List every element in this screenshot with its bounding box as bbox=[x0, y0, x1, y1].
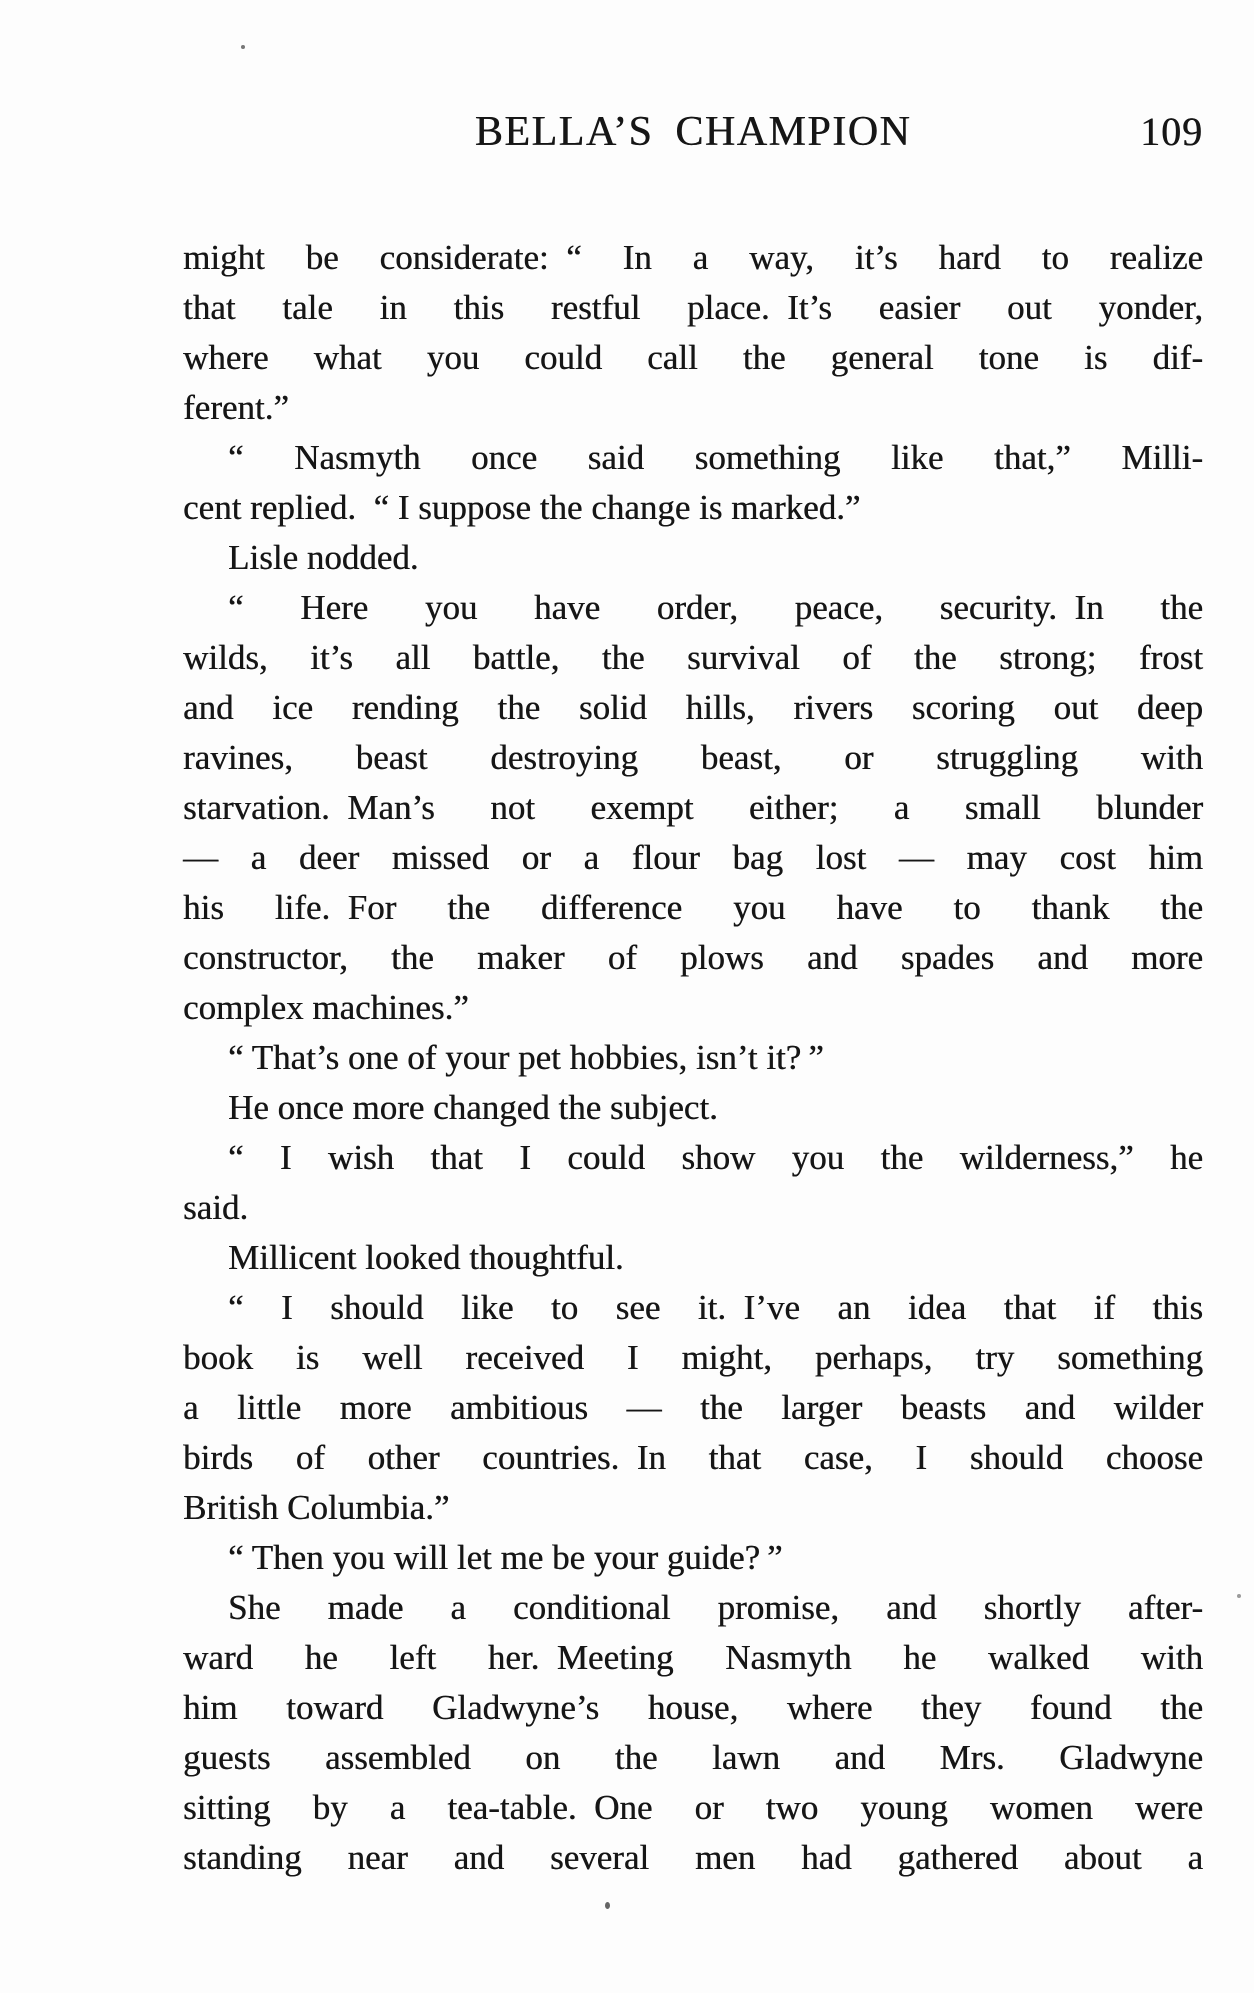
text-line: “ Then you will let me be your guide? ” bbox=[228, 1538, 783, 1577]
text-line: book is well received I might, perhaps, try something bbox=[183, 1338, 1203, 1377]
body-text bbox=[183, 233, 1203, 1883]
text-line: and ice rending the solid hills, rivers scoring out deep bbox=[183, 688, 1203, 727]
text-line: ward he left her. Meeting Nasmyth he walked with bbox=[183, 1638, 1203, 1677]
text-line: British Columbia.” bbox=[183, 1488, 450, 1527]
paragraph bbox=[183, 1533, 1203, 1583]
paragraph bbox=[183, 433, 1203, 533]
text-line: He once more changed the subject. bbox=[228, 1088, 718, 1127]
text-line: where what you could call the general tone is dif- bbox=[183, 338, 1203, 377]
text-line: — a deer missed or a flour bag lost — may cost him bbox=[183, 838, 1203, 877]
paragraph bbox=[183, 1133, 1203, 1233]
text-line: wilds, it’s all battle, the survival of the strong; frost bbox=[183, 638, 1203, 677]
running-title: BELLA’S CHAMPION bbox=[474, 109, 912, 155]
text-line: “ Nasmyth once said something like that,” Milli- bbox=[228, 438, 1203, 477]
page-header bbox=[183, 108, 1203, 156]
text-line: that tale in this restful place. It’s easier out yonder, bbox=[183, 288, 1203, 327]
text-line: a little more ambitious — the larger beasts and wilder bbox=[183, 1388, 1203, 1427]
paragraph bbox=[183, 1283, 1203, 1533]
text-line: “ I should like to see it. I’ve an idea that if this bbox=[228, 1288, 1203, 1327]
paragraph bbox=[183, 583, 1203, 1033]
text-line: “ Here you have order, peace, security. In the bbox=[228, 588, 1203, 627]
page-number: 109 bbox=[1140, 109, 1203, 154]
paragraph bbox=[183, 533, 1203, 583]
text-line: starvation. Man’s not exempt either; a small blunder bbox=[183, 788, 1203, 827]
paragraph bbox=[183, 1233, 1203, 1283]
paragraph bbox=[183, 1583, 1203, 1883]
text-line: said. bbox=[183, 1188, 249, 1227]
text-line: his life. For the difference you have to thank the bbox=[183, 888, 1203, 927]
text-line: standing near and several men had gathered about a bbox=[183, 1838, 1203, 1877]
text-line: constructor, the maker of plows and spades and more bbox=[183, 938, 1203, 977]
text-line: might be considerate: “ In a way, it’s hard to realize bbox=[183, 238, 1203, 277]
text-line: “ That’s one of your pet hobbies, isn’t it? ” bbox=[228, 1038, 824, 1077]
text-line: ravines, beast destroying beast, or struggling with bbox=[183, 738, 1203, 777]
paragraph bbox=[183, 1083, 1203, 1133]
paragraph bbox=[183, 233, 1203, 433]
text-line: She made a conditional promise, and shortly after- bbox=[228, 1588, 1203, 1627]
text-line: guests assembled on the lawn and Mrs. Gladwyne bbox=[183, 1738, 1203, 1777]
scan-speck bbox=[605, 1902, 610, 1909]
scan-speck bbox=[1237, 1594, 1241, 1598]
scan-speck bbox=[241, 45, 245, 49]
text-line: him toward Gladwyne’s house, where they found the bbox=[183, 1688, 1203, 1727]
text-line: cent replied. “ I suppose the change is marked.” bbox=[183, 488, 861, 527]
text-line: sitting by a tea-table. One or two young women were bbox=[183, 1788, 1203, 1827]
text-line: Millicent looked thoughtful. bbox=[228, 1238, 624, 1277]
paragraph bbox=[183, 1033, 1203, 1083]
text-line: ferent.” bbox=[183, 388, 289, 427]
text-line: complex machines.” bbox=[183, 988, 469, 1027]
text-line: Lisle nodded. bbox=[228, 538, 419, 577]
text-line: “ I wish that I could show you the wilderness,” he bbox=[228, 1138, 1203, 1177]
text-line: birds of other countries. In that case, I should choose bbox=[183, 1438, 1203, 1477]
